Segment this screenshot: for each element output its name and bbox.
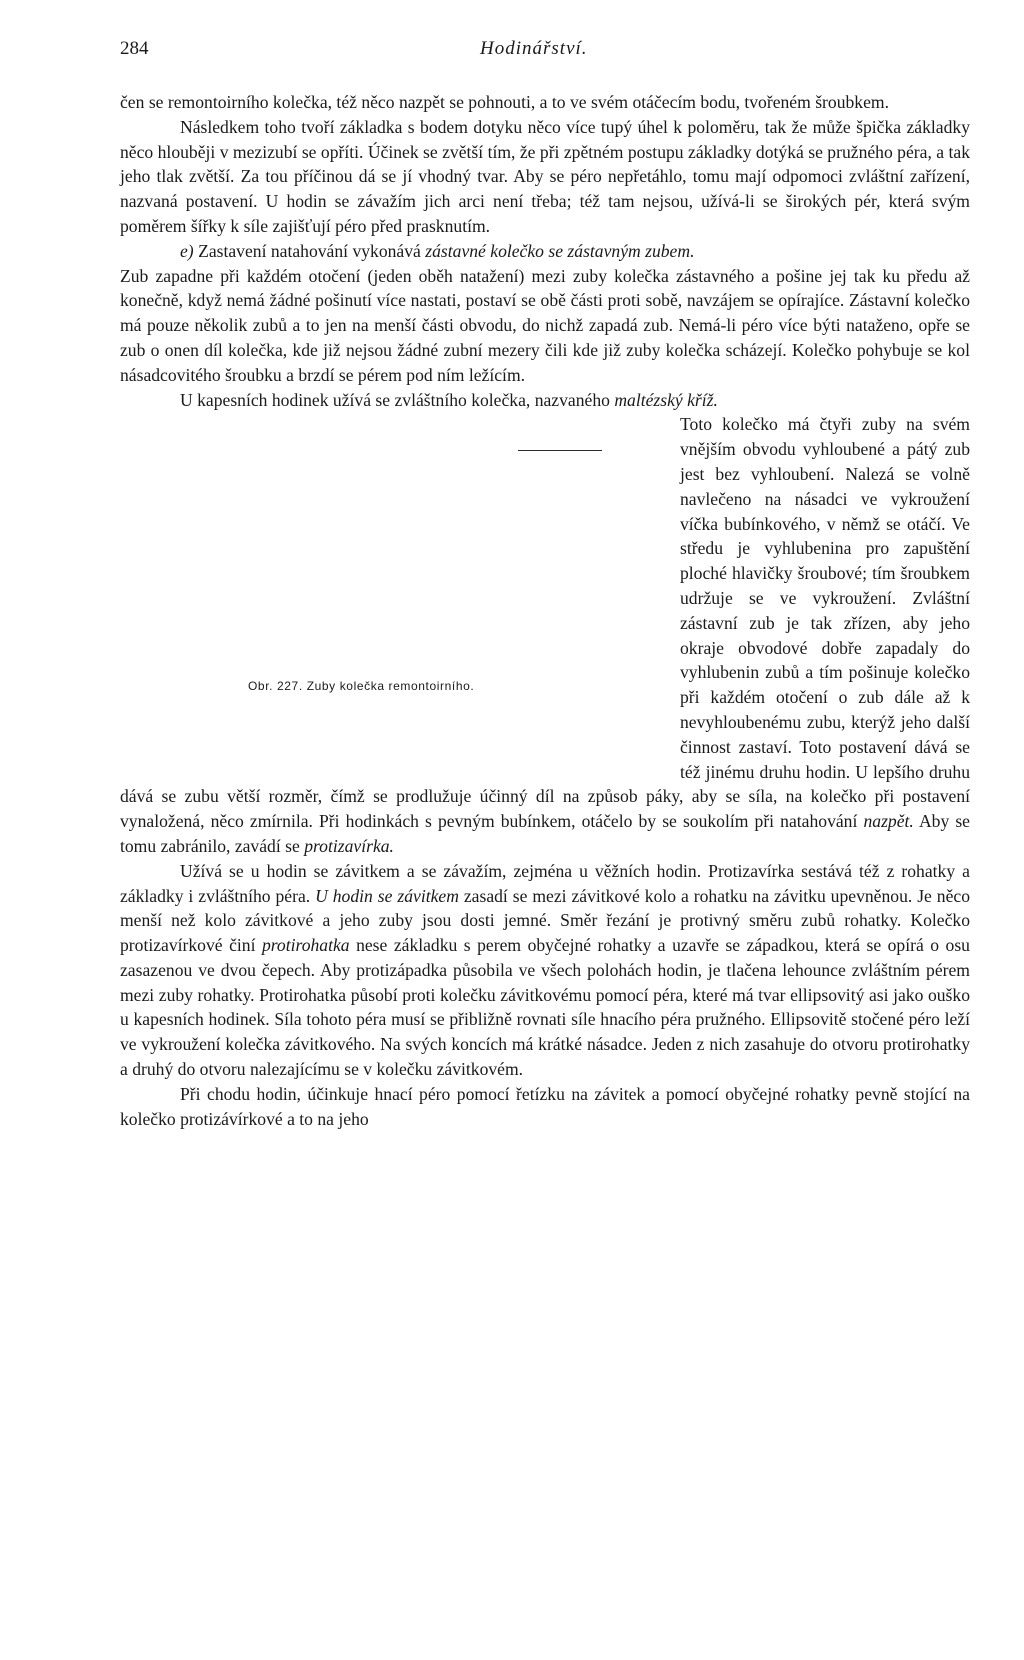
paragraph <box>120 859 970 1082</box>
paragraph: Následkem toho tvoří základka s bodem dotyku něco více tupý úhel k poloměru, tak že může špička základky něco hlouběji v mezizubí se opříti. Účinek se zvětší tím, že při zpětném postupu základky dotýká se pružného péra, a tak jeho tlak zvětší. Za tou příčinou dá se jí vhodný tvar. Aby se péro nepřetáhlo, tomu mají odpomoci zvláštní zařízení, nazvaná postavení. U hodin se závažím jich arci není třeba; též tam nejsou, užívá-li se širokých pér, která svým poměrem šířky k síle zajišťují péro před prasknutím. <box>120 116 970 236</box>
page-number: 284 <box>120 38 149 59</box>
figure-caption: Obr. 227. Zuby kolečka remontoirního. <box>248 679 475 694</box>
maltese-body: Toto kolečko má čtyři zuby na svém vnějším obvodu vyhloubené a pátý zub jest bez vyhloubení. Nalezá se volně navlečeno na násadci ve vykroužení víčka bubínkového, v němž se otáčí. Ve středu je vyhlubenina pro zapuštění ploché hlavičky šroubové; tím šroubkem udržuje se ve vykroužení. Zvláštní zástavní zub je tak zřízen, aby jeho okraje obvodové dobře zapadaly do vyhlubenin zubů a tím pošinuje kolečko při každém otočení o zub dále až k nevyhloubenému zubu, kterýž jeho další činnost zastaví. Toto postavení dává se též jinému druhu hodin. U lepšího druhu dává se zubu větší rozměr, čímž se prodlužuje účinný díl na způsob páky, aby se síla, na kolečko při postavení vynaložená, něco zmírnila. Při hodinkách s pevným bubínkem, otáčelo by se soukolím při natahování <box>120 414 970 832</box>
figure <box>120 412 680 776</box>
running-title: Hodinářství. <box>480 38 588 59</box>
italic-term: U hodin se závitkem <box>315 885 459 906</box>
italic-term: nazpět. <box>863 811 914 832</box>
paragraph: čen se remontoirního kolečka, též něco nazpět se pohnouti, a to ve svém otáčecím bodu, tvořeném šroubkem. <box>120 92 889 112</box>
protizavirka-middle: zasadí se mezi závitkové kolo a rohatku na závitku upevněnou. Je něco menší než kolo závitkové a jeho zuby jsou dosti jemné. Směr řezání je protivný směru zubů rohatky. Kolečko protizavírkové činí <box>120 885 971 956</box>
body-text <box>120 90 970 1131</box>
protizavirka-end: nese základku s perem obyčejné rohatky a uzavře se západkou, která se opírá o osu zasazenou ve dvou čepech. Aby protizápadka působila ve všech polohách hodin, je tlačena lehounce zvláštním pérem mezi zuby rohatky. Protirohatka působí proti kolečku závitkovému pomocí péra, které má tvar ellipsovitý asi jako ouško u kapesních hodinek. Síla tohoto péra musí se přibližně rovnati síle hnacího péra pružného. Ellipsovitě stočené péro leží ve vykroužení kolečka závitkového. Na svých koncích má krátké násadce. Jeden z nich zasahuje do otvoru protirohatky a druhý do otvoru nalezajícímu se v kolečku závitkovém. <box>120 935 970 1080</box>
page-header <box>120 38 970 68</box>
italic-term: protirohatka <box>261 935 350 956</box>
section-e-intro: Zastavení natahování vykonává <box>198 240 421 261</box>
italic-term: protizavírka. <box>304 835 394 856</box>
section-e-heading <box>120 239 970 264</box>
maltese-intro: U kapesních hodinek užívá se zvláštního kolečka, nazvaného <box>180 389 610 410</box>
maltese-term: maltézský kříž. <box>614 389 718 410</box>
protizavirka-intro: Užívá se u hodin se závitkem a se závažím, zejména u věžních hodin. Protizavírka sestává též z rohatky a základky i zvláštního péra. <box>120 860 970 906</box>
paragraph: Zub zapadne při každém otočení (jeden oběh natažení) mezi zuby kolečka zástavného a pošine jej tak ku předu až konečně, když nemá žádné pošinutí více nastati, postaví se obě části proti sobě, navzájem se opírajíce. Zástavní kolečko má pouze několik zubů a to jen na menší části obvodu, do nichž zapadá zub. Nemá-li péro více býti nataženo, opře se zub o onen díl kolečka, kde již nejsou žádné zubní mezery čili kde již zuby kolečka scházejí. Kolečko pohybuje se kol násadcovitého šroubku a brzdí se pérem pod ním ležícím. <box>120 265 970 385</box>
section-e-italic: zástavné kolečko se zástavným zubem. <box>425 240 695 261</box>
figure-illustration <box>518 450 602 451</box>
paragraph: Při chodu hodin, účinkuje hnací péro pomocí řetízku na závitek a pomocí obyčejné rohatky pevně stojící na kolečko protizávírkové a to na jeho <box>120 1083 970 1129</box>
maltese-end: Aby se tomu zabránilo, zavádí se <box>120 811 970 856</box>
maltese-paragraph <box>120 388 970 413</box>
section-label: e) <box>180 240 194 261</box>
